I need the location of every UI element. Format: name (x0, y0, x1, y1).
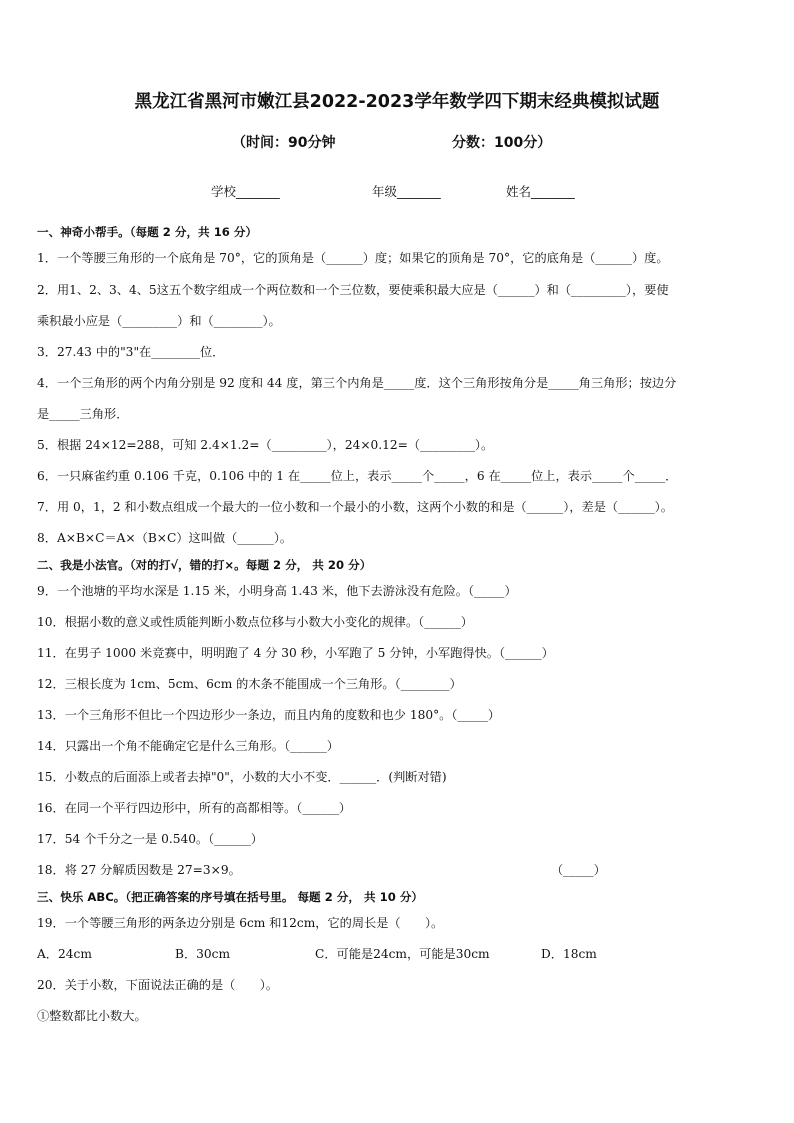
question-9: 9．一个池塘的平均水深是 1.15 米，小明身高 1.43 米，他下去游泳没有危险。（_____） (37, 584, 517, 598)
question-2-cont: 乘积最小应是（_________）和（________）。 (37, 314, 281, 328)
question-2: 2．用1、2、3、4、5这五个数字组成一个两位数和一个三位数，要使乘积最大应是（______）和（_________），要使 (37, 283, 669, 297)
section-3-heading: 三、快乐 ABC。（把正确答案的序号填在括号里。 每题 2 分， 共 10 分） (37, 890, 424, 904)
name-field: 姓名_______ (506, 184, 575, 199)
time-label: （时间：90分钟 (232, 135, 336, 151)
option-c: C．可能是24cm，可能是30cm (315, 947, 490, 961)
question-1: 1．一个等腰三角形的一个底角是 70°，它的顶角是（______）度；如果它的顶角是 70°，它的底角是（______）度。 (37, 251, 669, 265)
question-3: 3．27.43 中的"3"在________位． (37, 345, 225, 359)
school-field: 学校_______ (211, 184, 280, 199)
option-d: D．18cm (541, 947, 597, 961)
exam-title: 黑龙江省黑河市嫩江县2022-2023学年数学四下期末经典模拟试题 (134, 92, 660, 112)
question-13: 13．一个三角形不但比一个四边形少一条边，而且内角的度数和也少 180°。（_____） (37, 708, 501, 722)
question-18: 18．将 27 分解质因数是 27=3×9。 (37, 863, 241, 877)
question-5: 5．根据 24×12=288，可知 2.4×1.2=（_________），24×0.12=（_________）。 (37, 438, 494, 452)
question-19: 19．一个等腰三角形的两条边分别是 6cm 和12cm，它的周长是（ ）。 (37, 916, 444, 930)
option-b: B．30cm (175, 947, 231, 961)
question-4: 4．一个三角形的两个内角分别是 92 度和 44 度，第三个内角是_____度．这个三角形按角分是_____角三角形；按边分 (37, 376, 677, 390)
question-4-cont: 是_____三角形． (37, 407, 129, 421)
question-20-statement-1: ①整数都比小数大。 (37, 1009, 147, 1023)
question-16: 16．在同一个平行四边形中，所有的高都相等。（______） (37, 801, 352, 815)
section-1-heading: 一、神奇小帮手。（每题 2 分，共 16 分） (37, 225, 258, 239)
question-6: 6．一只麻雀约重 0.106 千克，0.106 中的 1 在_____位上，表示_____个_____，6 在_____位上，表示_____个_____． (37, 469, 678, 483)
option-a: A．24cm (37, 947, 92, 961)
question-10: 10．根据小数的意义或性质能判断小数点位移与小数大小变化的规律。（______） (37, 615, 473, 629)
question-18-answer-blank: （_____） (551, 863, 606, 877)
question-8: 8．A×B×C＝A×（B×C）这叫做（______）。 (37, 531, 293, 545)
score-label: 分数：100分） (452, 135, 552, 151)
question-7: 7．用 0，1，2 和小数点组成一个最大的一位小数和一个最小的小数，这两个小数的和是（______），差是（______）。 (37, 500, 673, 514)
question-15: 15．小数点的后面添上或者去掉"0"，小数的大小不变．______．(判断对错) (37, 770, 447, 784)
question-11: 11．在男子 1000 米竞赛中，明明跑了 4 分 30 秒，小军跑了 5 分钟，小军跑得快。（______） (37, 646, 554, 660)
question-12: 12．三根长度为 1cm、5cm、6cm 的木条不能围成一个三角形。（________） (37, 677, 462, 691)
grade-field: 年级_______ (372, 184, 441, 199)
question-20: 20．关于小数，下面说法正确的是（ ）。 (37, 978, 278, 992)
question-17: 17．54 个千分之一是 0.540。（______） (37, 832, 263, 846)
question-14: 14．只露出一个角不能确定它是什么三角形。（______） (37, 739, 339, 753)
section-2-heading: 二、我是小法官。（对的打√，错的打×。每题 2 分， 共 20 分） (37, 558, 372, 572)
